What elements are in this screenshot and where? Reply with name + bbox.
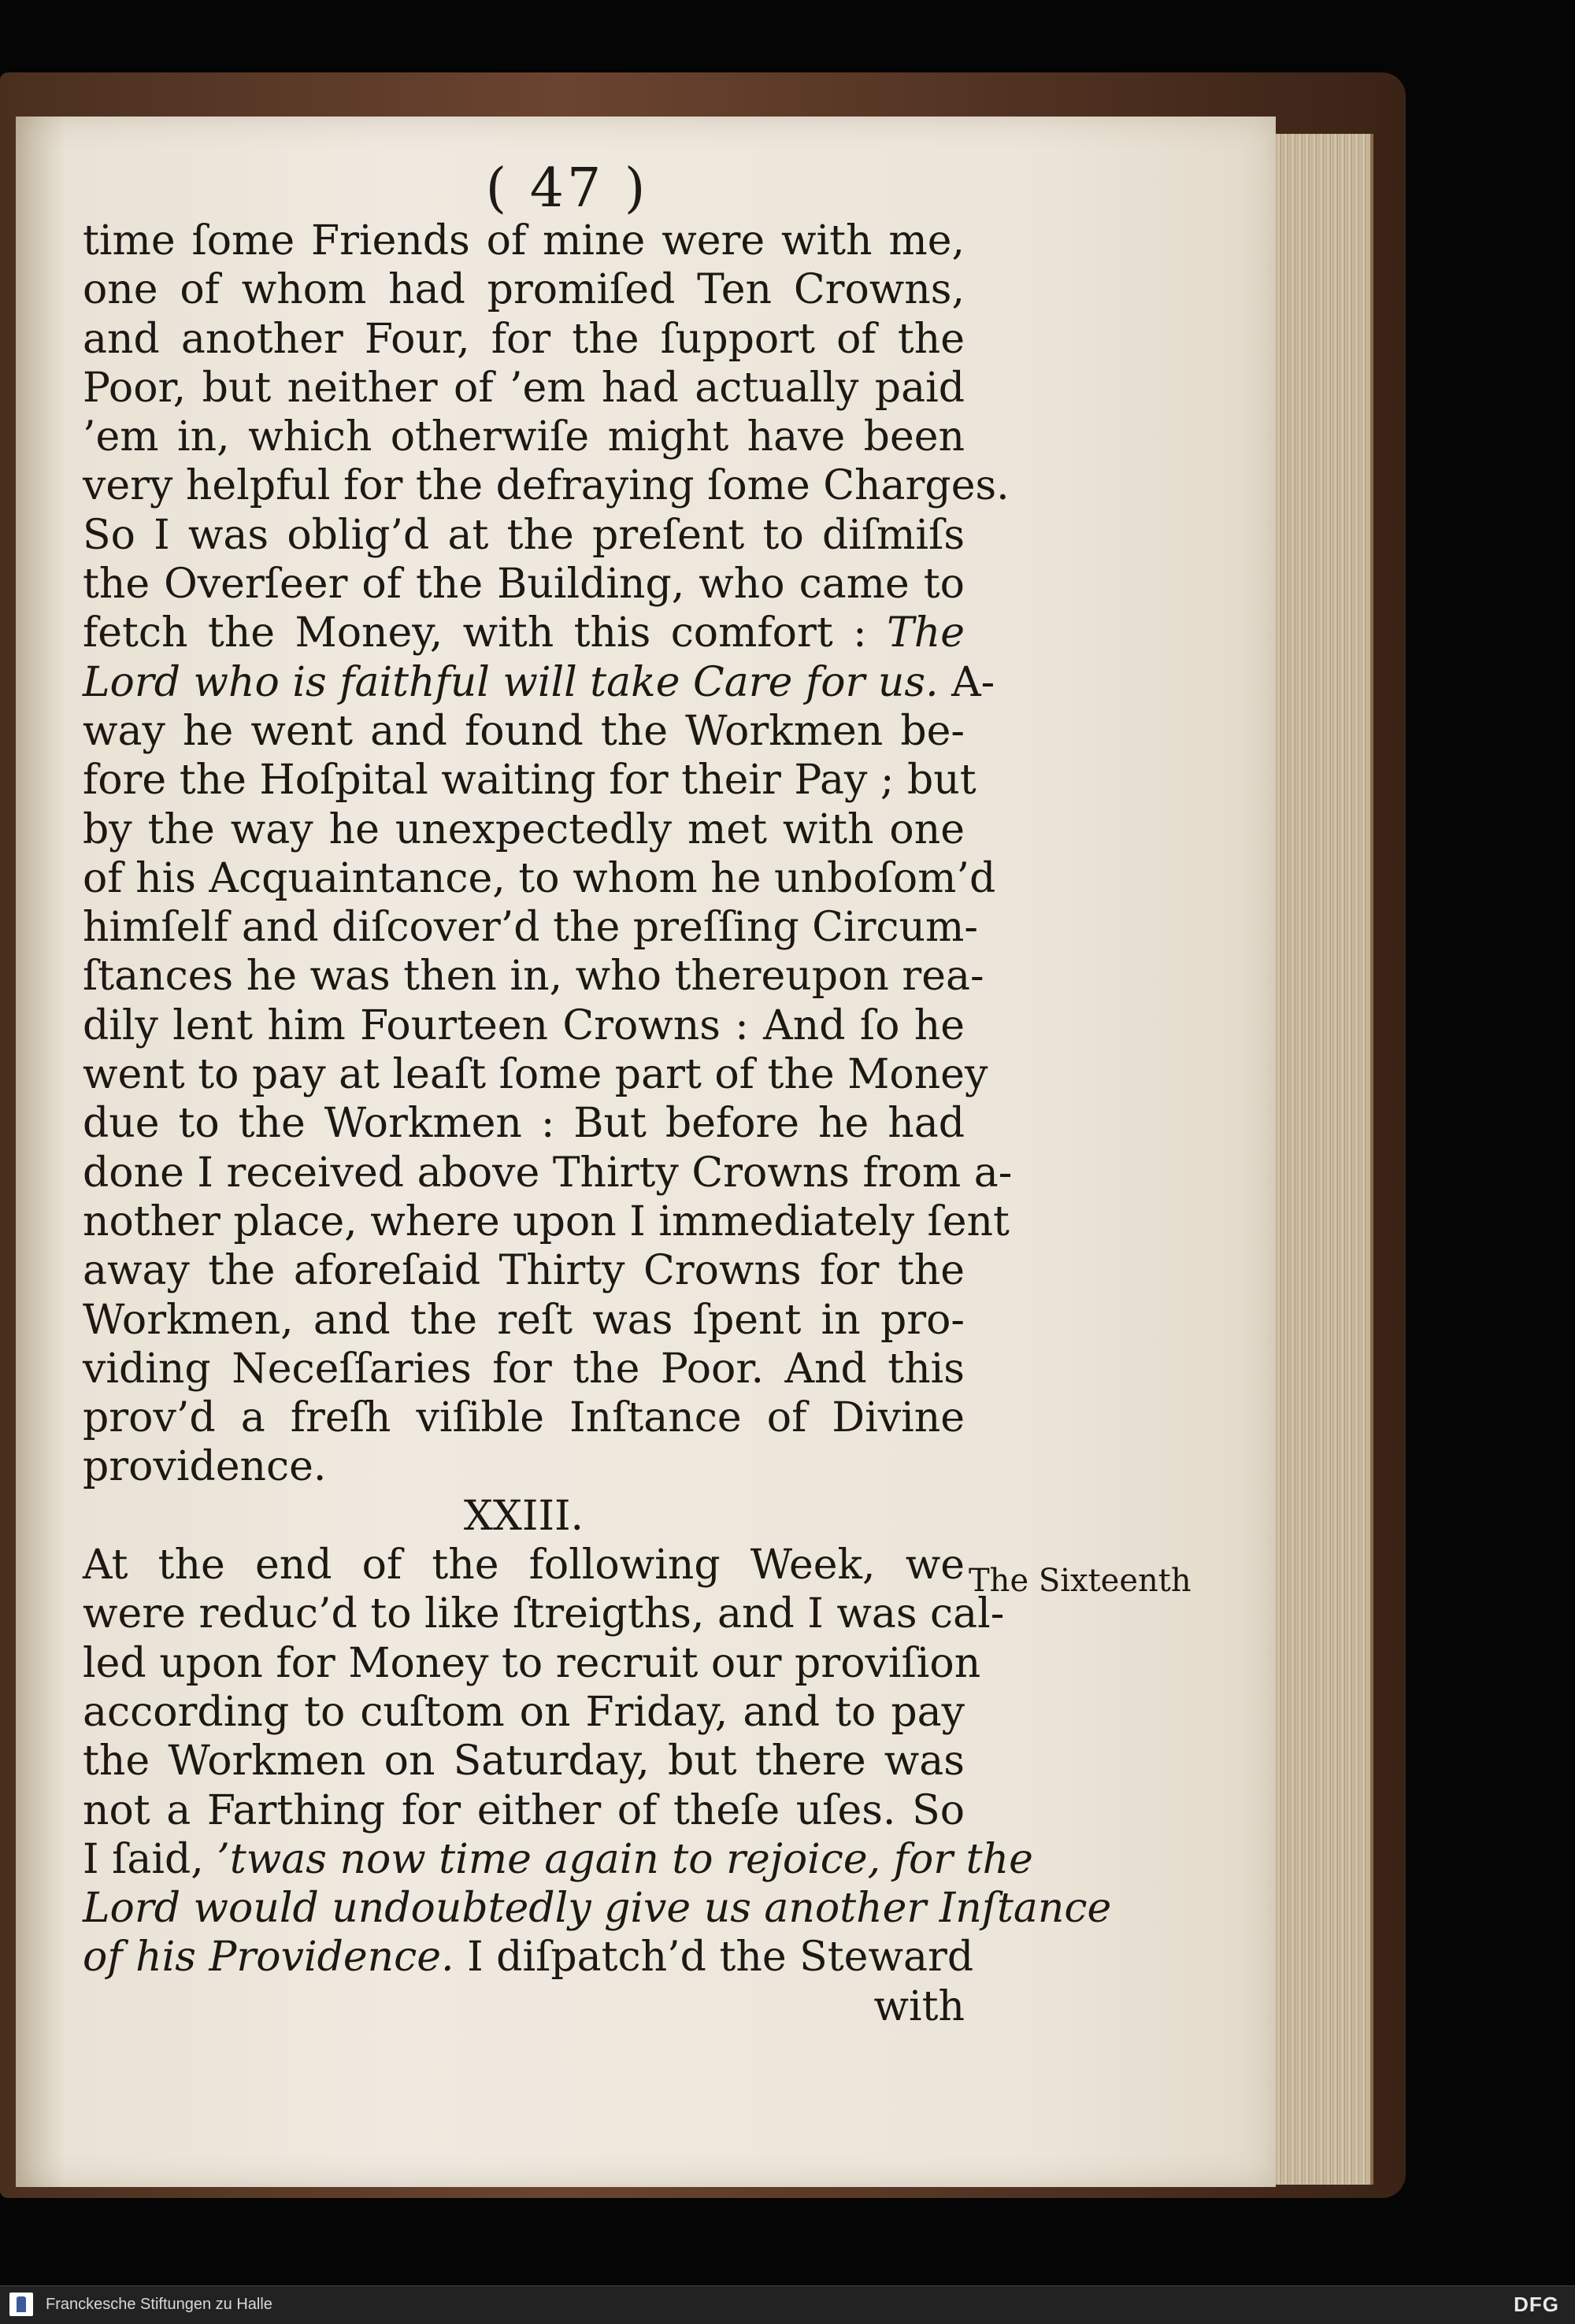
text-line: dily lent him Fourteen Crowns : And ſo he <box>83 1001 965 1049</box>
text-line: not a Farthing for either of theſe uſes. So <box>83 1786 965 1834</box>
text-line: ſtances he was then in, who thereupon rea- <box>83 953 984 1001</box>
institution-logo-icon <box>9 2293 33 2316</box>
text-line: way he went and found the Workmen be- <box>83 707 965 755</box>
text-roman: I diſpatch’d the Steward <box>467 1934 974 1982</box>
text-line-mixed <box>83 1933 974 1982</box>
text-line: ’em in, which otherwiſe might have been <box>83 413 965 461</box>
text-line-italic: Lord would undoubtedly give us another Inſtance <box>83 1885 1112 1933</box>
text-line-mixed <box>83 658 995 707</box>
text-line: went to pay at leaſt ſome part of the Money <box>83 1051 988 1099</box>
text-italic: of his Providence. <box>83 1934 454 1982</box>
page-edges <box>1260 134 1373 2185</box>
text-line: and another Four, for the ſupport of the <box>83 315 965 363</box>
text-italic: ’twas now time again to rejoice, for the <box>217 1835 1033 1883</box>
text-italic: Lord who is faithful will take Care for us. <box>83 658 939 706</box>
text-line: providence. <box>83 1443 327 1491</box>
viewer-footer <box>0 2285 1575 2324</box>
text-italic: The <box>887 609 965 657</box>
text-line: the Overſeer of the Building, who came to <box>83 561 965 609</box>
text-line: At the end of the following Week, we <box>83 1541 965 1589</box>
text-line-mixed <box>83 609 965 657</box>
catchword: with <box>873 1982 965 2030</box>
text-line: fore the Hoſpital waiting for their Pay ; but <box>83 757 976 805</box>
text-line: nother place, where upon I immediately ſent <box>83 1197 1010 1245</box>
text-roman: A- <box>951 658 995 706</box>
text-line: one of whom had promiſed Ten Crowns, <box>83 266 965 314</box>
text-line: were reduc’d to like ſtreigths, and I was cal- <box>83 1590 1005 1638</box>
margin-note: The Sixteenth <box>969 1563 1191 1599</box>
section-heading: XXIII. <box>463 1492 584 1540</box>
text-line: Poor, but neither of ’em had actually paid <box>83 364 965 412</box>
text-roman: I ſaid, <box>83 1835 204 1883</box>
text-line-mixed <box>83 1835 1033 1884</box>
text-line: of his Acquaintance, to whom he unboſom’d <box>83 854 996 902</box>
text-line: prov’d a freſh viſible Inſtance of Divine <box>83 1394 965 1442</box>
text-line: himſelf and diſcover’d the preſſing Circum- <box>83 904 978 952</box>
text-line: according to cuſtom on Friday, and to pay <box>83 1688 965 1736</box>
text-line: very helpful for the defraying ſome Charges. <box>83 462 1010 510</box>
text-line: by the way he unexpectedly met with one <box>83 805 965 853</box>
institution-name[interactable]: Franckesche Stiftungen zu Halle <box>46 2296 272 2313</box>
text-line: Workmen, and the reſt was ſpent in pro- <box>83 1296 965 1344</box>
text-roman: fetch the Money, with this comfort : <box>83 609 867 657</box>
text-line: time ſome Friends of mine were with me, <box>83 217 965 265</box>
page-number: ( 47 ) <box>485 157 649 220</box>
dfg-logo[interactable]: DFG <box>1514 2293 1559 2316</box>
text-line: due to the Workmen : But before he had <box>83 1100 965 1148</box>
text-line: viding Neceſſaries for the Poor. And this <box>83 1345 965 1393</box>
text-line: the Workmen on Saturday, but there was <box>83 1737 965 1786</box>
text-line: away the aforeſaid Thirty Crowns for the <box>83 1247 965 1295</box>
text-line: led upon for Money to recruit our proviſion <box>83 1639 981 1687</box>
text-line: So I was oblig’d at the preſent to diſmiſs <box>83 511 965 559</box>
text-line: done I received above Thirty Crowns from a- <box>83 1149 1013 1197</box>
